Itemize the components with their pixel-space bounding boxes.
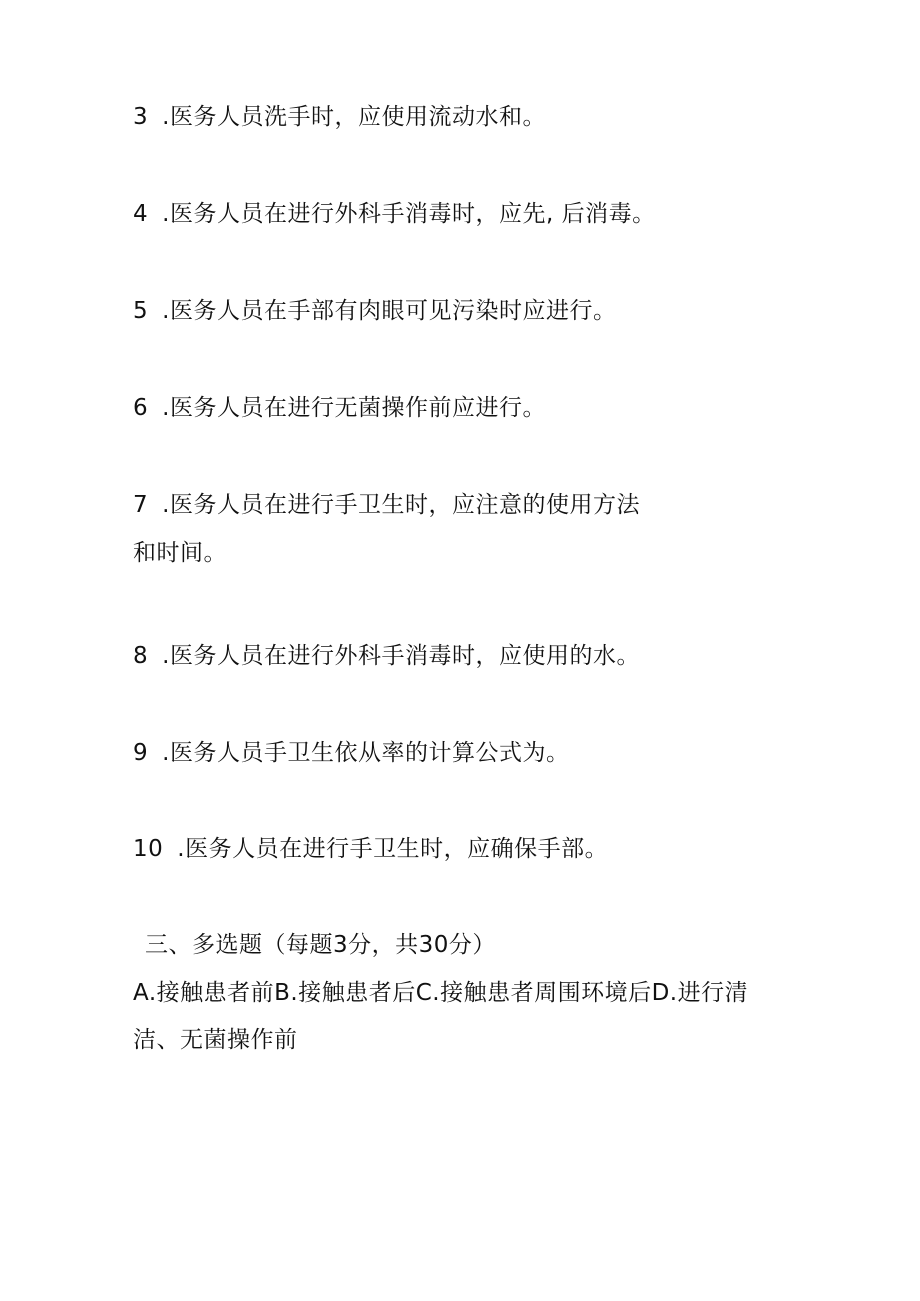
question-number: 10 xyxy=(133,836,164,862)
question-8 xyxy=(133,641,640,671)
question-7 xyxy=(133,490,640,520)
question-number: 8 xyxy=(133,643,149,669)
section-heading: 三、多选题（每题3分，共30分） xyxy=(145,932,496,958)
question-number: 7 xyxy=(133,492,149,518)
question-text: .医务人员在进行无菌操作前应进行。 xyxy=(162,395,546,421)
question-9 xyxy=(133,738,569,768)
question-text: .医务人员手卫生依从率的计算公式为。 xyxy=(162,740,570,766)
question-number: 4 xyxy=(133,201,149,227)
question-number: 5 xyxy=(133,298,149,324)
question-6 xyxy=(133,393,546,423)
question-text: .医务人员洗手时，应使用流动水和。 xyxy=(162,104,546,130)
options-line-1: A.接触患者前B.接触患者后C.接触患者周围环境后D.进行清 xyxy=(133,980,749,1006)
question-3 xyxy=(133,102,546,132)
question-7-continuation xyxy=(133,538,227,568)
question-5 xyxy=(133,296,616,326)
question-number: 6 xyxy=(133,395,149,421)
question-text: .医务人员在进行手卫生时，应注意的使用方法 xyxy=(162,492,640,518)
question-text: .医务人员在进行外科手消毒时，应使用的水。 xyxy=(162,643,640,669)
question-number: 3 xyxy=(133,104,149,130)
question-4 xyxy=(133,199,656,229)
question-text-continuation: 和时间。 xyxy=(133,540,227,566)
question-text: .医务人员在手部有肉眼可见污染时应进行。 xyxy=(162,298,617,324)
question-10 xyxy=(133,834,608,864)
options-line-2: 洁、无菌操作前 xyxy=(133,1027,298,1053)
question-text: .医务人员在进行外科手消毒时，应先, 后消毒。 xyxy=(162,201,656,227)
question-number: 9 xyxy=(133,740,149,766)
question-text: .医务人员在进行手卫生时，应确保手部。 xyxy=(177,836,609,862)
